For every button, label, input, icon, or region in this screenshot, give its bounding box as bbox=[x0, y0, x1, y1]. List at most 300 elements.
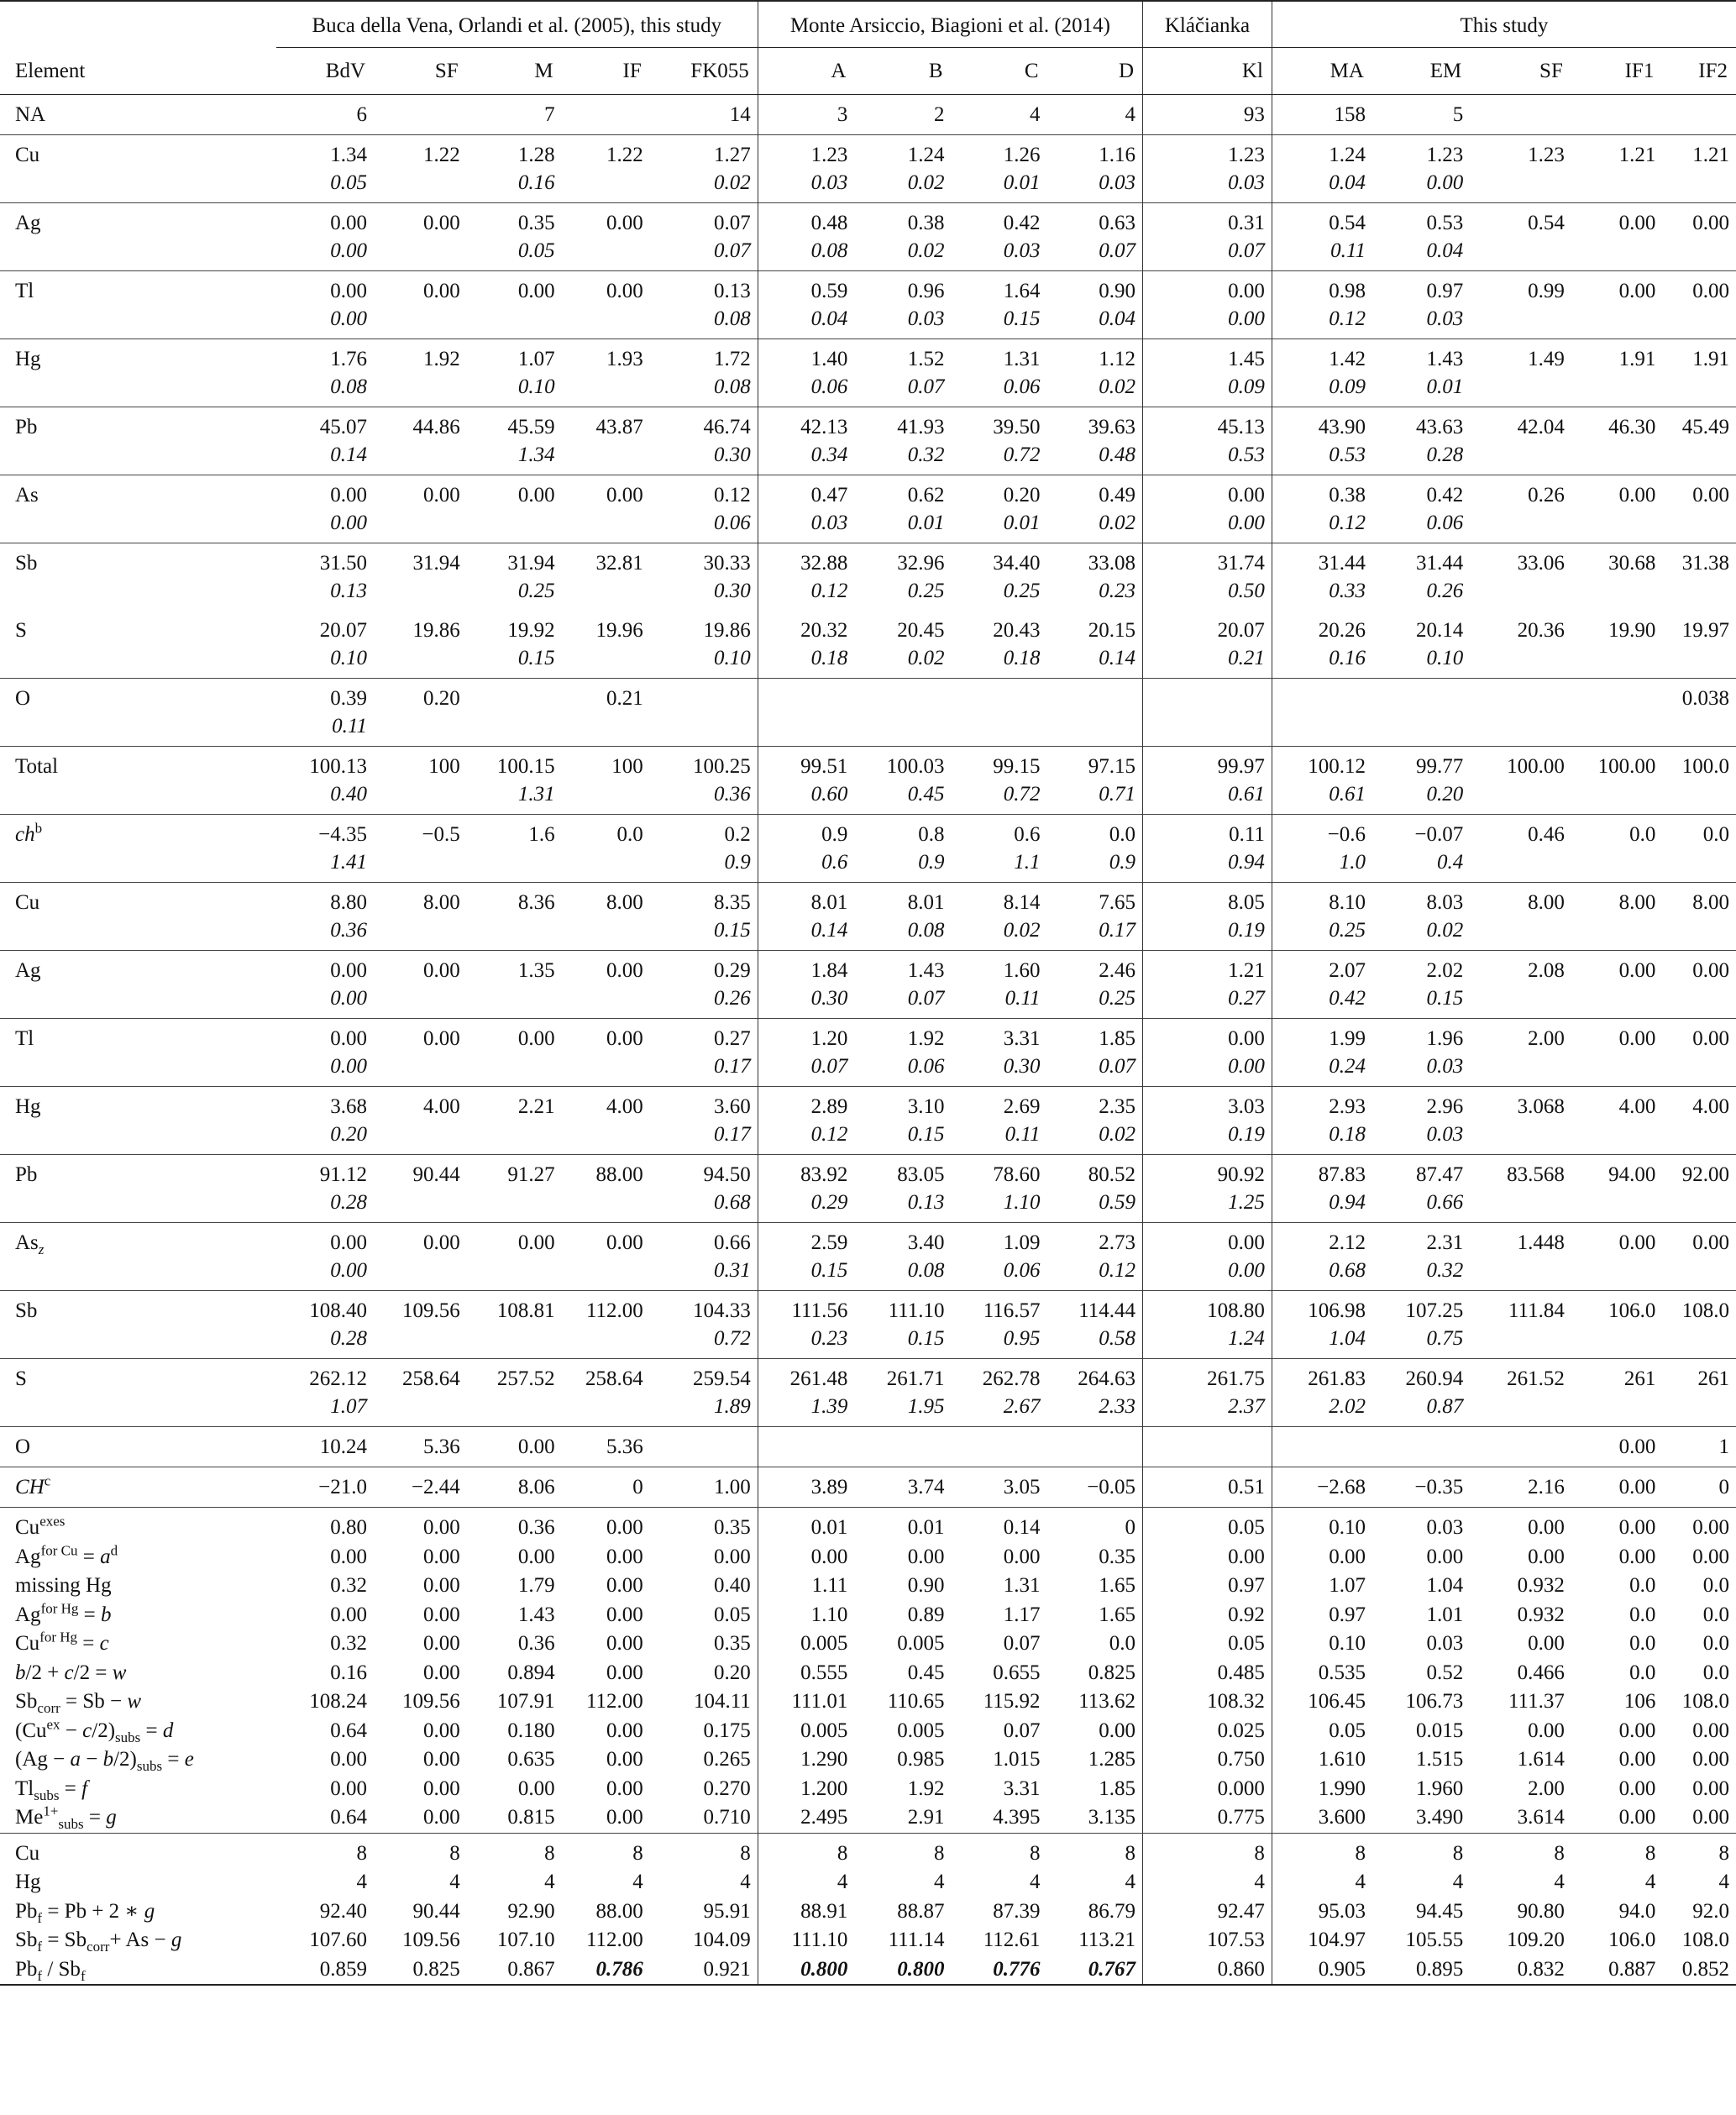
std-dev-value: 0.12 bbox=[1099, 1259, 1136, 1282]
std-dev-value: 0.03 bbox=[907, 307, 945, 330]
value-cell bbox=[1272, 611, 1372, 679]
value-cell bbox=[1571, 1659, 1662, 1688]
mean-value: 8.01 bbox=[810, 891, 848, 914]
mean-value: 108.80 bbox=[1207, 1299, 1265, 1322]
mean-value: 5.36 bbox=[606, 1435, 643, 1458]
std-dev-value: 0.30 bbox=[714, 443, 751, 466]
mean-value: 261.75 bbox=[1207, 1367, 1265, 1390]
mean-value: 1.43 bbox=[907, 959, 945, 982]
std-dev-value: 0.15 bbox=[907, 1123, 945, 1146]
value-cell bbox=[1272, 1427, 1372, 1467]
calc-value: 1.610 bbox=[1318, 1748, 1366, 1771]
value-cell bbox=[562, 951, 650, 1019]
value-cell bbox=[1372, 95, 1470, 135]
value-cell bbox=[276, 1427, 374, 1467]
value-cell bbox=[374, 543, 467, 611]
value-cell bbox=[1571, 1868, 1662, 1897]
std-dev-value: 0.15 bbox=[907, 1327, 945, 1350]
std-dev-value: 0.18 bbox=[1329, 1123, 1366, 1146]
value-cell bbox=[1662, 339, 1736, 407]
column-header: SF bbox=[374, 48, 467, 95]
value-cell bbox=[1372, 339, 1470, 407]
mean-value: 1.60 bbox=[1003, 959, 1041, 982]
calc-value: 0.932 bbox=[1517, 1603, 1565, 1626]
calc-value: 3.31 bbox=[1003, 1776, 1041, 1800]
calc-value: 8 bbox=[1718, 1841, 1729, 1865]
value-cell bbox=[952, 1291, 1047, 1359]
mean-value: 8.10 bbox=[1329, 891, 1366, 914]
mean-value: 262.78 bbox=[982, 1367, 1041, 1390]
calc-value: 4 bbox=[1030, 1871, 1041, 1893]
table-row bbox=[0, 1467, 1736, 1508]
std-dev-value bbox=[1669, 1257, 1729, 1284]
value-cell bbox=[1047, 1833, 1143, 1868]
calc-value: 0.36 bbox=[517, 1516, 555, 1539]
value-cell bbox=[276, 1601, 374, 1630]
mean-value: 100.25 bbox=[693, 755, 751, 778]
row-label-text: Pb bbox=[15, 416, 38, 438]
mean-value: 80.52 bbox=[1088, 1163, 1136, 1186]
mean-value: 3.31 bbox=[1003, 1027, 1041, 1050]
mean-value: −2.44 bbox=[411, 1476, 460, 1498]
calc-value: 111.10 bbox=[791, 1929, 848, 1951]
std-dev-value: 0.00 bbox=[330, 307, 368, 330]
std-dev-value: 0.14 bbox=[1099, 647, 1136, 669]
value-cell bbox=[1571, 951, 1662, 1019]
std-dev-value: 0.26 bbox=[714, 987, 751, 1010]
mean-value: 0.0 bbox=[1109, 823, 1136, 846]
std-dev-value: 0.12 bbox=[810, 1123, 848, 1146]
mean-value: 8.00 bbox=[606, 891, 643, 914]
calc-value: 0.07 bbox=[1003, 1632, 1041, 1655]
calc-value: 0.03 bbox=[1426, 1516, 1464, 1539]
std-dev-value: 0.10 bbox=[517, 375, 555, 398]
std-dev-value: 0.34 bbox=[810, 443, 848, 466]
mean-value: 0.00 bbox=[1618, 1476, 1656, 1498]
table-row bbox=[0, 1630, 1736, 1659]
calc-value: 0.832 bbox=[1517, 1957, 1565, 1981]
std-dev-value bbox=[380, 1325, 460, 1352]
calc-value: 0.00 bbox=[422, 1545, 460, 1568]
std-dev-value bbox=[569, 1325, 643, 1352]
mean-value: −21.0 bbox=[318, 1476, 368, 1498]
calc-value: 0.01 bbox=[907, 1516, 945, 1539]
calc-value: 0.00 bbox=[606, 1776, 643, 1800]
calc-value: 1.85 bbox=[1099, 1776, 1136, 1800]
value-cell bbox=[854, 883, 951, 951]
table-row bbox=[0, 1659, 1736, 1688]
value-cell bbox=[854, 1717, 951, 1746]
value-cell bbox=[1372, 1467, 1470, 1508]
row-label-text: $Sb_f = Sb_{corr}+ As - g$ bbox=[15, 1929, 182, 1955]
mean-value: 100.00 bbox=[1597, 755, 1656, 778]
std-dev-value: 0.20 bbox=[1426, 783, 1464, 806]
mean-value: 83.568 bbox=[1507, 1163, 1565, 1186]
std-dev-value bbox=[1578, 1325, 1655, 1352]
std-dev-value: 1.24 bbox=[1228, 1327, 1265, 1350]
value-cell bbox=[467, 1803, 562, 1833]
value-cell bbox=[1272, 1572, 1372, 1601]
mean-value: 3.68 bbox=[330, 1095, 368, 1118]
value-cell bbox=[1662, 1868, 1736, 1897]
mean-value: 0.9 bbox=[821, 823, 848, 846]
value-cell bbox=[1662, 1687, 1736, 1717]
mean-value: 0.66 bbox=[714, 1231, 751, 1254]
mean-value bbox=[1476, 1433, 1565, 1461]
value-cell bbox=[1470, 1359, 1571, 1427]
value-cell bbox=[952, 1087, 1047, 1155]
std-dev-value: 0.08 bbox=[714, 375, 751, 398]
mean-value: 0.39 bbox=[330, 687, 368, 710]
value-cell bbox=[758, 1868, 854, 1897]
value-cell bbox=[374, 1223, 467, 1291]
value-cell bbox=[1372, 747, 1470, 815]
value-cell bbox=[562, 135, 650, 203]
table-row bbox=[0, 1926, 1736, 1955]
value-cell bbox=[952, 1955, 1047, 1986]
value-cell bbox=[952, 747, 1047, 815]
std-dev-value: 0.66 bbox=[1426, 1191, 1464, 1214]
table-row bbox=[0, 1359, 1736, 1427]
value-cell bbox=[650, 1926, 758, 1955]
value-cell bbox=[650, 1291, 758, 1359]
mean-value: 0.8 bbox=[918, 823, 945, 846]
std-dev-value bbox=[474, 1120, 555, 1148]
value-cell bbox=[952, 1630, 1047, 1659]
value-cell bbox=[1470, 747, 1571, 815]
value-cell bbox=[562, 407, 650, 475]
mean-value: 0.00 bbox=[1692, 1027, 1729, 1050]
calc-value: 107.10 bbox=[496, 1929, 555, 1951]
mean-value: 34.40 bbox=[993, 552, 1041, 575]
value-cell bbox=[758, 271, 854, 339]
mean-value: 0.90 bbox=[1099, 280, 1136, 302]
calc-value: 2.91 bbox=[907, 1806, 945, 1829]
value-cell bbox=[1372, 1359, 1470, 1427]
std-dev-value bbox=[380, 509, 460, 537]
mean-value: 0.98 bbox=[1329, 280, 1366, 302]
value-cell bbox=[1372, 1291, 1470, 1359]
value-cell bbox=[854, 1833, 951, 1868]
calc-value: 112.00 bbox=[585, 1690, 643, 1713]
mean-value: 42.13 bbox=[800, 416, 848, 438]
mean-value: 91.12 bbox=[319, 1163, 368, 1186]
std-dev-value bbox=[1669, 848, 1729, 876]
mean-value: 8.01 bbox=[907, 891, 945, 914]
row-label bbox=[0, 1926, 276, 1955]
value-cell bbox=[1272, 1087, 1372, 1155]
value-cell bbox=[650, 1427, 758, 1467]
mean-value: 0.00 bbox=[517, 280, 555, 302]
value-cell bbox=[854, 611, 951, 679]
mean-value: 1.96 bbox=[1426, 1027, 1464, 1050]
std-dev-value: 2.37 bbox=[1228, 1395, 1265, 1418]
value-cell bbox=[467, 1687, 562, 1717]
value-cell bbox=[1662, 1543, 1736, 1572]
mean-value: 0.00 bbox=[606, 280, 643, 302]
row-label-text: $Ag^{for Hg} = b$ bbox=[15, 1600, 112, 1626]
row-label-text: S bbox=[15, 1367, 27, 1390]
value-cell bbox=[1047, 1601, 1143, 1630]
value-cell bbox=[1571, 1687, 1662, 1717]
mean-value: 30.33 bbox=[703, 552, 751, 575]
value-cell bbox=[952, 883, 1047, 951]
mean-value: 0.00 bbox=[1618, 1435, 1656, 1458]
calc-value: 1.92 bbox=[907, 1776, 945, 1800]
value-cell bbox=[1571, 339, 1662, 407]
column-header: B bbox=[854, 48, 951, 95]
row-label bbox=[0, 1775, 276, 1804]
calc-value: 8 bbox=[1452, 1841, 1464, 1865]
calc-value: 1.515 bbox=[1415, 1748, 1464, 1771]
mean-value: 0.53 bbox=[1426, 212, 1464, 234]
value-cell bbox=[758, 1775, 854, 1804]
value-cell bbox=[374, 339, 467, 407]
value-cell bbox=[1047, 1926, 1143, 1955]
mean-value: 106.98 bbox=[1308, 1299, 1366, 1322]
table-row bbox=[0, 1745, 1736, 1775]
calc-value: 0.025 bbox=[1217, 1719, 1265, 1742]
std-dev-value bbox=[1578, 1189, 1655, 1216]
table-row bbox=[0, 1601, 1736, 1630]
value-cell bbox=[1571, 1291, 1662, 1359]
value-cell bbox=[276, 339, 374, 407]
std-dev-value bbox=[1669, 441, 1729, 469]
value-cell bbox=[1372, 1630, 1470, 1659]
mean-value: 116.57 bbox=[983, 1299, 1041, 1322]
mean-value: 0.00 bbox=[422, 1027, 460, 1050]
row-label bbox=[0, 1659, 276, 1688]
value-cell bbox=[562, 1601, 650, 1630]
mean-value: 31.38 bbox=[1681, 552, 1729, 575]
value-cell bbox=[562, 1955, 650, 1986]
calc-value: 4 bbox=[356, 1871, 368, 1893]
mean-value: 0.48 bbox=[810, 212, 848, 234]
std-dev-value bbox=[1669, 644, 1729, 672]
row-label bbox=[0, 1291, 276, 1359]
mean-value: 97.15 bbox=[1088, 755, 1136, 778]
std-dev-value: 1.1 bbox=[1014, 851, 1041, 874]
value-cell bbox=[374, 1926, 467, 1955]
mean-value: 0.0 bbox=[1702, 823, 1729, 846]
value-cell bbox=[952, 1745, 1047, 1775]
calc-value: 0.00 bbox=[1003, 1545, 1041, 1568]
calc-value: 0.20 bbox=[714, 1661, 751, 1684]
row-label bbox=[0, 1572, 276, 1601]
mean-value: 31.94 bbox=[412, 552, 460, 575]
value-cell bbox=[1272, 679, 1372, 747]
mean-value: 0.20 bbox=[1003, 484, 1041, 506]
calc-value: 92.40 bbox=[319, 1899, 368, 1923]
mean-value: 94.50 bbox=[703, 1163, 751, 1186]
mean-value: 1.23 bbox=[1528, 144, 1565, 166]
table-row bbox=[0, 1868, 1736, 1897]
value-cell bbox=[1047, 611, 1143, 679]
std-dev-value: 0.25 bbox=[517, 580, 555, 602]
value-cell bbox=[1272, 1291, 1372, 1359]
value-cell bbox=[276, 1745, 374, 1775]
value-cell bbox=[1571, 1223, 1662, 1291]
mean-value: 261.83 bbox=[1308, 1367, 1366, 1390]
mean-value: 1.00 bbox=[714, 1476, 751, 1498]
mean-value: 19.86 bbox=[412, 619, 460, 642]
calc-value: 111.01 bbox=[791, 1690, 848, 1713]
mean-value: 0.2 bbox=[724, 823, 751, 846]
value-cell bbox=[952, 1833, 1047, 1868]
value-cell bbox=[467, 883, 562, 951]
std-dev-value bbox=[1476, 373, 1565, 401]
calc-value: 109.56 bbox=[401, 1690, 460, 1713]
calc-value: 0.894 bbox=[507, 1661, 555, 1684]
mean-value: 8.35 bbox=[714, 891, 751, 914]
value-cell bbox=[1571, 1601, 1662, 1630]
mean-value: 20.07 bbox=[1217, 619, 1265, 642]
std-dev-value bbox=[569, 644, 643, 672]
mean-value: 5 bbox=[1452, 103, 1464, 126]
mean-value: 0.00 bbox=[1228, 1231, 1265, 1254]
mean-value: 108.81 bbox=[496, 1299, 555, 1322]
value-cell bbox=[758, 1019, 854, 1087]
calc-value: 0.90 bbox=[907, 1574, 945, 1597]
value-cell bbox=[1272, 475, 1372, 543]
table-row bbox=[0, 1897, 1736, 1927]
calc-value: 108.32 bbox=[1207, 1690, 1265, 1713]
value-cell bbox=[562, 1775, 650, 1804]
value-cell bbox=[562, 1467, 650, 1508]
std-dev-value: 0.06 bbox=[810, 375, 848, 398]
mean-value: 14 bbox=[729, 103, 751, 126]
table-row bbox=[0, 1833, 1736, 1868]
mean-value: 2.12 bbox=[1329, 1231, 1366, 1254]
value-cell bbox=[650, 1019, 758, 1087]
mean-value: 2.93 bbox=[1329, 1095, 1366, 1118]
std-dev-value bbox=[765, 712, 848, 740]
value-cell bbox=[276, 1087, 374, 1155]
mean-value: 91.27 bbox=[507, 1163, 555, 1186]
std-dev-value: 0.08 bbox=[810, 239, 848, 262]
value-cell bbox=[952, 475, 1047, 543]
value-cell bbox=[1143, 1427, 1272, 1467]
value-cell bbox=[1047, 1508, 1143, 1543]
std-dev-value: 0.59 bbox=[1099, 1191, 1136, 1214]
table-row bbox=[0, 95, 1736, 135]
value-cell bbox=[758, 475, 854, 543]
value-cell bbox=[1047, 1659, 1143, 1688]
mean-value: 100 bbox=[611, 755, 643, 778]
value-cell bbox=[1372, 1427, 1470, 1467]
std-dev-value: 0.45 bbox=[907, 783, 945, 806]
std-dev-value: 0.02 bbox=[714, 171, 751, 194]
value-cell bbox=[1372, 1223, 1470, 1291]
value-cell bbox=[374, 1508, 467, 1543]
table-row bbox=[0, 339, 1736, 407]
mean-value: 0.54 bbox=[1528, 212, 1565, 234]
value-cell bbox=[952, 815, 1047, 883]
mean-value: 78.60 bbox=[993, 1163, 1041, 1186]
row-label-text: Tl bbox=[15, 1027, 34, 1050]
mean-value: 6 bbox=[356, 103, 368, 126]
mean-value: 0.00 bbox=[1692, 1231, 1729, 1254]
value-cell bbox=[952, 1508, 1047, 1543]
std-dev-value bbox=[1578, 1393, 1655, 1420]
mean-value: 20.43 bbox=[993, 619, 1041, 642]
std-dev-value: 1.04 bbox=[1329, 1327, 1366, 1350]
std-dev-value bbox=[1669, 1393, 1729, 1420]
mean-value: 8.00 bbox=[1692, 891, 1729, 914]
value-cell bbox=[1571, 1543, 1662, 1572]
value-cell bbox=[1470, 815, 1571, 883]
value-cell bbox=[276, 1508, 374, 1543]
value-cell bbox=[562, 475, 650, 543]
row-label-text: $(Ag - a - b/2)_{subs} = e$ bbox=[15, 1748, 194, 1774]
value-cell bbox=[1662, 1897, 1736, 1927]
value-cell bbox=[1143, 203, 1272, 271]
std-dev-value: 0.07 bbox=[1099, 1055, 1136, 1078]
value-cell bbox=[1662, 1427, 1736, 1467]
value-cell bbox=[562, 1508, 650, 1543]
calc-value: 0.52 bbox=[1426, 1661, 1464, 1684]
value-cell bbox=[1662, 1803, 1736, 1833]
calc-value: 0.00 bbox=[1528, 1719, 1565, 1742]
std-dev-value: 0.09 bbox=[1228, 375, 1265, 398]
value-cell bbox=[374, 1955, 467, 1986]
value-cell bbox=[1470, 1897, 1571, 1927]
std-dev-value bbox=[569, 916, 643, 944]
value-cell bbox=[1272, 1868, 1372, 1897]
value-cell bbox=[952, 95, 1047, 135]
value-cell bbox=[276, 611, 374, 679]
value-cell bbox=[1662, 1601, 1736, 1630]
value-cell bbox=[1143, 1803, 1272, 1833]
value-cell bbox=[1047, 407, 1143, 475]
value-cell bbox=[1372, 611, 1470, 679]
std-dev-value: 0.94 bbox=[1329, 1191, 1366, 1214]
value-cell bbox=[1571, 611, 1662, 679]
calc-value: 0.00 bbox=[422, 1632, 460, 1655]
value-cell bbox=[952, 679, 1047, 747]
value-cell bbox=[1272, 1926, 1372, 1955]
value-cell bbox=[758, 543, 854, 611]
std-dev-value bbox=[380, 916, 460, 944]
mean-value: 1.99 bbox=[1329, 1027, 1366, 1050]
std-dev-value bbox=[474, 509, 555, 537]
mean-value: 20.45 bbox=[897, 619, 945, 642]
calc-value: 0.00 bbox=[517, 1776, 555, 1800]
value-cell bbox=[1372, 1745, 1470, 1775]
std-dev-value: 0.95 bbox=[1003, 1327, 1041, 1350]
value-cell bbox=[1662, 1572, 1736, 1601]
value-cell bbox=[562, 1630, 650, 1659]
std-dev-value: 0.02 bbox=[1099, 375, 1136, 398]
std-dev-value bbox=[1669, 712, 1729, 740]
std-dev-value: 0.19 bbox=[1228, 1123, 1265, 1146]
std-dev-value bbox=[569, 848, 643, 876]
std-dev-value: 0.28 bbox=[330, 1327, 368, 1350]
mean-value: 2.89 bbox=[810, 1095, 848, 1118]
mean-value: 46.74 bbox=[703, 416, 751, 438]
std-dev-value: 0.23 bbox=[1099, 580, 1136, 602]
calc-value: 0.00 bbox=[714, 1545, 751, 1568]
row-label bbox=[0, 1543, 276, 1572]
mean-value: 0.42 bbox=[1003, 212, 1041, 234]
value-cell bbox=[1470, 1223, 1571, 1291]
value-cell bbox=[1143, 339, 1272, 407]
mean-value: 0.00 bbox=[517, 1435, 555, 1458]
mean-value: 0.29 bbox=[714, 959, 751, 982]
value-cell bbox=[374, 1868, 467, 1897]
value-cell bbox=[1470, 1833, 1571, 1868]
mean-value: −0.07 bbox=[1414, 823, 1464, 846]
